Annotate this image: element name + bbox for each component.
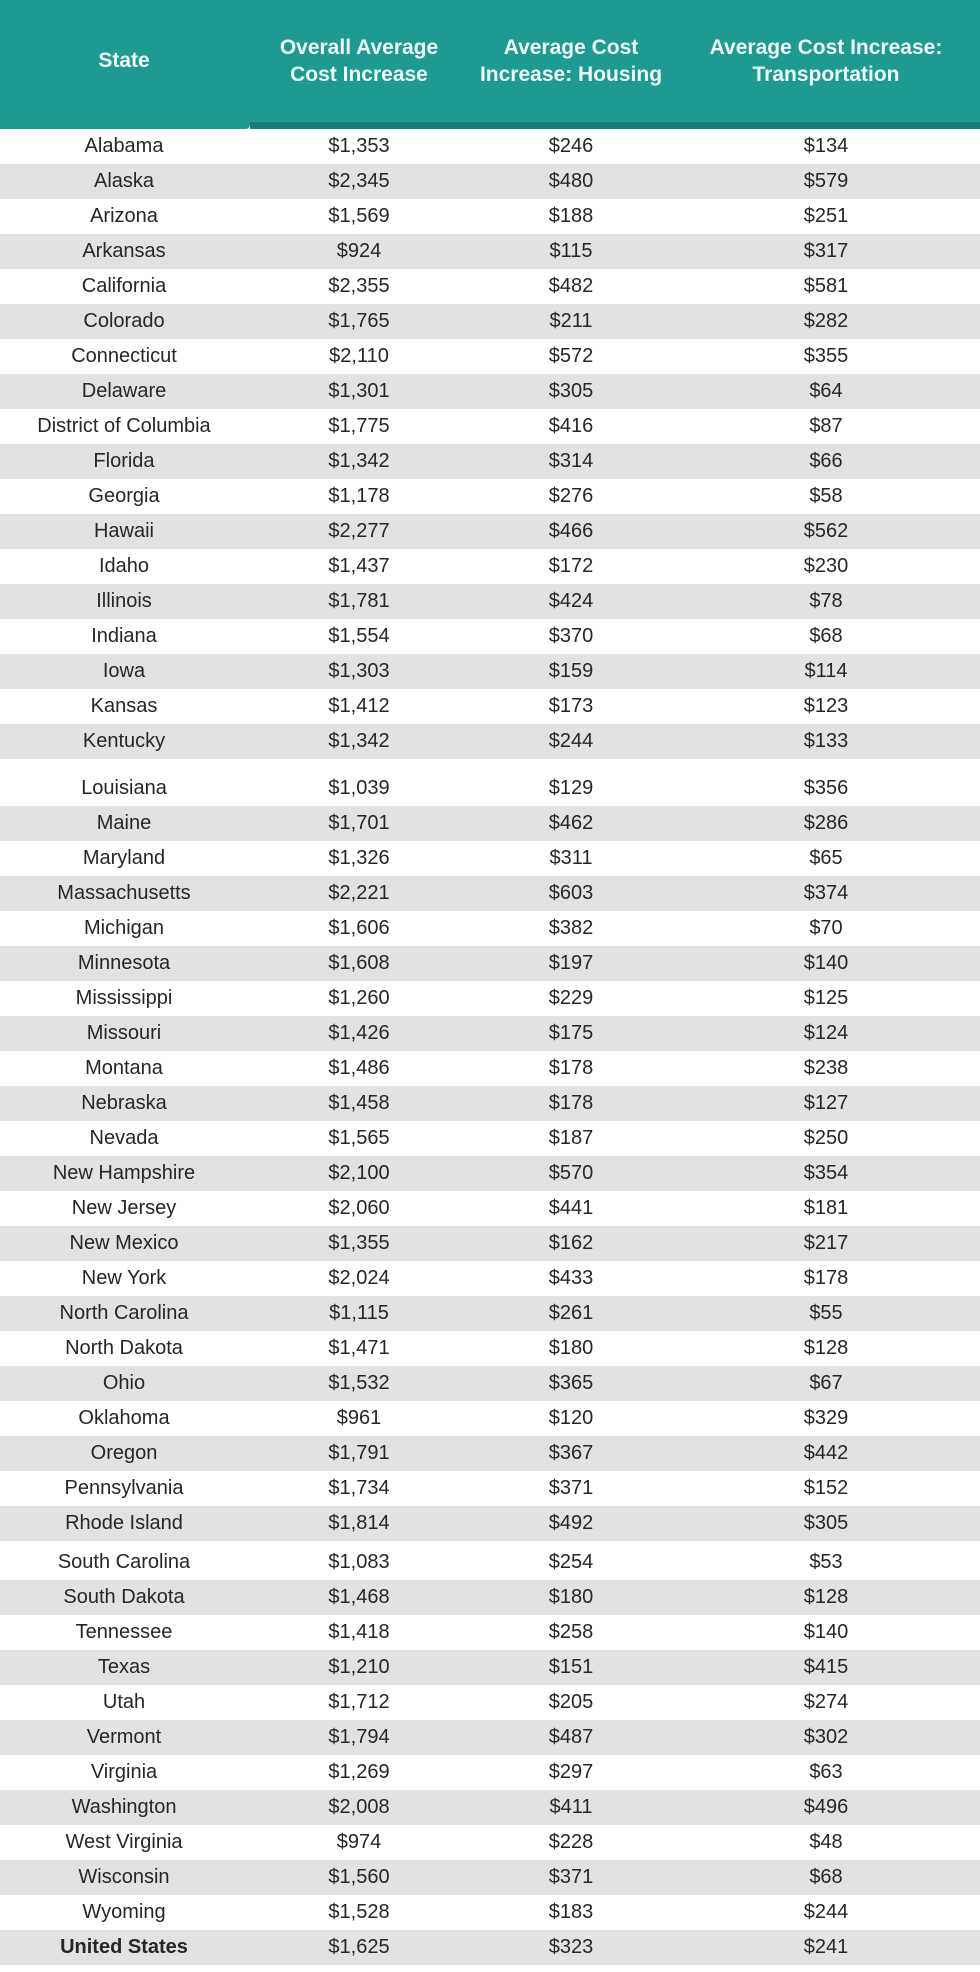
housing-cost-cell: $172 [548, 555, 594, 577]
transportation-cost-cell: $133 [803, 730, 849, 752]
housing-cost-cell: $311 [549, 847, 593, 869]
housing-cost-cell: $151 [548, 1656, 594, 1678]
table-row [0, 876, 980, 911]
housing-cost-cell: $441 [548, 1197, 594, 1219]
overall-cost-cell: $1,560 [328, 1866, 390, 1888]
housing-cost-cell: $314 [548, 450, 594, 472]
table-row [0, 479, 980, 514]
transportation-cost-cell: $140 [803, 1621, 849, 1643]
table-row [0, 1825, 980, 1860]
overall-cost-cell: $1,528 [328, 1901, 390, 1923]
transportation-cost-cell: $238 [803, 1057, 849, 1079]
housing-cost-cell: $162 [548, 1232, 594, 1254]
housing-cost-cell: $205 [548, 1691, 594, 1713]
table-row [0, 339, 980, 374]
housing-cost-cell: $178 [548, 1057, 594, 1079]
housing-cost-cell: $323 [548, 1936, 594, 1958]
state-cell: Oklahoma [78, 1407, 170, 1429]
table-row [0, 1685, 980, 1720]
transportation-cost-cell: $355 [803, 345, 849, 367]
table-row [0, 1471, 980, 1506]
transportation-cost-cell: $579 [803, 170, 849, 192]
overall-cost-cell: $1,554 [328, 625, 390, 647]
state-cell: North Carolina [59, 1302, 189, 1324]
state-cell: Arizona [90, 205, 158, 227]
housing-cost-cell: $371 [548, 1477, 594, 1499]
overall-cost-cell: $1,260 [328, 987, 390, 1009]
state-cell: Texas [97, 1656, 151, 1678]
overall-cost-cell: $2,024 [328, 1267, 390, 1289]
housing-cost-cell: $159 [548, 660, 594, 682]
transportation-cost-cell: $128 [803, 1586, 849, 1608]
state-cell: Nebraska [81, 1092, 167, 1114]
overall-cost-cell: $2,100 [328, 1162, 390, 1184]
housing-cost-cell: $371 [548, 1866, 594, 1888]
state-cell: Delaware [81, 380, 167, 402]
housing-cost-cell: $570 [548, 1162, 594, 1184]
overall-cost-cell: $1,781 [328, 590, 390, 612]
table-row [0, 444, 980, 479]
housing-cost-cell: $466 [548, 520, 594, 542]
housing-cost-cell: $183 [548, 1901, 594, 1923]
transportation-cost-cell: $317 [803, 240, 849, 262]
overall-cost-cell: $2,221 [328, 882, 390, 904]
column-header-housing-cost-increase: Average Cost Increase: Housing [479, 35, 663, 86]
overall-cost-cell: $1,765 [328, 310, 390, 332]
housing-cost-cell: $229 [548, 987, 594, 1009]
housing-cost-cell: $305 [548, 380, 594, 402]
housing-cost-cell: $180 [548, 1586, 594, 1608]
overall-cost-cell: $1,565 [328, 1127, 390, 1149]
table-row [0, 1930, 980, 1965]
housing-cost-cell: $115 [549, 240, 593, 262]
overall-cost-cell: $1,625 [328, 1936, 390, 1958]
state-cell: Virginia [90, 1761, 158, 1783]
housing-cost-cell: $228 [548, 1831, 594, 1853]
table-row [0, 549, 980, 584]
transportation-cost-cell: $64 [809, 380, 843, 402]
state-cell: Oregon [90, 1442, 158, 1464]
state-cell: Mississippi [75, 987, 173, 1009]
table-row [0, 1580, 980, 1615]
overall-cost-cell: $1,039 [328, 777, 390, 799]
transportation-cost-cell: $134 [803, 135, 849, 157]
transportation-cost-cell: $48 [809, 1831, 843, 1853]
housing-cost-cell: $492 [548, 1512, 594, 1534]
table-row [0, 1261, 980, 1296]
overall-cost-cell: $1,326 [328, 847, 390, 869]
state-cell: Kentucky [82, 730, 166, 752]
table-row [0, 1051, 980, 1086]
housing-cost-cell: $482 [548, 275, 594, 297]
overall-cost-cell: $2,060 [328, 1197, 390, 1219]
housing-cost-cell: $487 [548, 1726, 594, 1748]
transportation-cost-cell: $305 [803, 1512, 849, 1534]
transportation-cost-cell: $181 [803, 1197, 849, 1219]
transportation-cost-cell: $244 [803, 1901, 849, 1923]
table-row [0, 269, 980, 304]
table-row [0, 771, 980, 806]
housing-cost-cell: $480 [548, 170, 594, 192]
transportation-cost-cell: $274 [803, 1691, 849, 1713]
housing-cost-cell: $411 [549, 1796, 593, 1818]
column-header-state: State [98, 49, 150, 73]
table-row [0, 911, 980, 946]
housing-cost-cell: $603 [548, 882, 594, 904]
transportation-cost-cell: $68 [809, 1866, 843, 1888]
table-row [0, 1720, 980, 1755]
state-cell: West Virginia [65, 1831, 183, 1853]
state-cell: Utah [102, 1691, 146, 1713]
housing-cost-cell: $180 [548, 1337, 594, 1359]
state-cell: Wisconsin [78, 1866, 170, 1888]
transportation-cost-cell: $63 [809, 1761, 843, 1783]
transportation-cost-cell: $66 [809, 450, 843, 472]
state-cell: Ohio [102, 1372, 146, 1394]
table-header-row [0, 0, 980, 122]
transportation-cost-cell: $67 [809, 1372, 843, 1394]
transportation-cost-cell: $286 [803, 812, 849, 834]
housing-cost-cell: $173 [548, 695, 594, 717]
overall-cost-cell: $2,355 [328, 275, 390, 297]
state-cell: New York [81, 1267, 167, 1289]
state-cell: Hawaii [93, 520, 155, 542]
state-cell: Washington [71, 1796, 177, 1818]
state-cell: New Hampshire [52, 1162, 196, 1184]
transportation-cost-cell: $78 [809, 590, 843, 612]
housing-cost-cell: $276 [548, 485, 594, 507]
table-row [0, 199, 980, 234]
housing-cost-cell: $178 [548, 1092, 594, 1114]
transportation-cost-cell: $65 [809, 847, 843, 869]
overall-cost-cell: $1,115 [329, 1302, 389, 1324]
overall-cost-cell: $1,303 [328, 660, 390, 682]
state-cell: Rhode Island [65, 1512, 183, 1534]
state-cell: North Dakota [65, 1337, 183, 1359]
table-row [0, 1191, 980, 1226]
overall-cost-cell: $2,110 [329, 345, 389, 367]
transportation-cost-cell: $140 [803, 952, 849, 974]
state-cell: Wyoming [82, 1901, 166, 1923]
overall-cost-cell: $1,701 [328, 812, 390, 834]
table-row [0, 234, 980, 269]
table-row [0, 1156, 980, 1191]
table-row [0, 514, 980, 549]
housing-cost-cell: $197 [548, 952, 594, 974]
overall-cost-cell: $1,353 [328, 135, 390, 157]
table-row [0, 1401, 980, 1436]
transportation-cost-cell: $123 [803, 695, 849, 717]
housing-cost-cell: $297 [548, 1761, 594, 1783]
transportation-cost-cell: $302 [803, 1726, 849, 1748]
table-row [0, 981, 980, 1016]
overall-cost-cell: $1,712 [328, 1691, 390, 1713]
overall-cost-cell: $961 [336, 1407, 382, 1429]
overall-cost-cell: $1,426 [328, 1022, 390, 1044]
overall-cost-cell: $1,178 [328, 485, 390, 507]
table-row [0, 1545, 980, 1580]
table-row [0, 409, 980, 444]
overall-cost-cell: $1,734 [328, 1477, 390, 1499]
state-cell: South Carolina [57, 1551, 191, 1573]
overall-cost-cell: $2,277 [328, 520, 390, 542]
housing-cost-cell: $246 [548, 135, 594, 157]
housing-cost-cell: $258 [548, 1621, 594, 1643]
transportation-cost-cell: $442 [803, 1442, 849, 1464]
housing-cost-cell: $120 [548, 1407, 594, 1429]
table-row [0, 1506, 980, 1541]
state-cell: United States [60, 1936, 188, 1958]
overall-cost-cell: $1,418 [328, 1621, 390, 1643]
transportation-cost-cell: $251 [803, 205, 849, 227]
overall-cost-cell: $1,794 [328, 1726, 390, 1748]
transportation-cost-cell: $217 [803, 1232, 849, 1254]
transportation-cost-cell: $114 [804, 660, 848, 682]
state-cell: Connecticut [71, 345, 177, 367]
column-header-overall-cost-increase: Overall Average Cost Increase [279, 35, 439, 86]
table-row [0, 946, 980, 981]
column-header-transportation-cost-increase: Average Cost Increase: Transportation [709, 35, 943, 86]
overall-cost-cell: $2,345 [328, 170, 390, 192]
transportation-cost-cell: $128 [803, 1337, 849, 1359]
state-cell: Montana [85, 1057, 163, 1079]
state-cell: Indiana [91, 625, 157, 647]
state-cell: Colorado [83, 310, 165, 332]
transportation-cost-cell: $562 [803, 520, 849, 542]
housing-cost-cell: $433 [548, 1267, 594, 1289]
table-row [0, 806, 980, 841]
transportation-cost-cell: $127 [803, 1092, 849, 1114]
transportation-cost-cell: $178 [803, 1267, 849, 1289]
housing-cost-cell: $244 [548, 730, 594, 752]
table-row [0, 1860, 980, 1895]
state-cell: Alaska [93, 170, 155, 192]
state-cell: Kansas [90, 695, 158, 717]
transportation-cost-cell: $241 [803, 1936, 849, 1958]
state-cell: Massachusetts [57, 882, 191, 904]
housing-cost-cell: $187 [548, 1127, 594, 1149]
transportation-cost-cell: $55 [809, 1302, 843, 1324]
overall-cost-cell: $1,606 [328, 917, 390, 939]
state-cell: Alabama [84, 135, 164, 157]
state-cell: District of Columbia [37, 415, 211, 437]
housing-cost-cell: $211 [549, 310, 593, 332]
table-row [0, 1226, 980, 1261]
overall-cost-cell: $2,008 [328, 1796, 390, 1818]
housing-cost-cell: $367 [548, 1442, 594, 1464]
transportation-cost-cell: $87 [809, 415, 843, 437]
header-underline-left-tab [0, 122, 250, 129]
state-cell: Iowa [102, 660, 146, 682]
state-cell: New Mexico [69, 1232, 179, 1254]
table-row [0, 724, 980, 759]
table-row [0, 1790, 980, 1825]
overall-cost-cell: $1,608 [328, 952, 390, 974]
table-row [0, 1366, 980, 1401]
overall-cost-cell: $1,471 [328, 1337, 390, 1359]
overall-cost-cell: $1,355 [328, 1232, 390, 1254]
state-cell: California [81, 275, 167, 297]
state-cell: Illinois [96, 590, 152, 612]
overall-cost-cell: $1,532 [328, 1372, 390, 1394]
transportation-cost-cell: $58 [809, 485, 843, 507]
table-row [0, 689, 980, 724]
transportation-cost-cell: $250 [803, 1127, 849, 1149]
table-row [0, 1436, 980, 1471]
transportation-cost-cell: $374 [803, 882, 849, 904]
overall-cost-cell: $1,814 [328, 1512, 390, 1534]
table-row [0, 1895, 980, 1930]
transportation-cost-cell: $415 [803, 1656, 849, 1678]
housing-cost-cell: $370 [548, 625, 594, 647]
state-cell: Pennsylvania [64, 1477, 184, 1499]
table-row [0, 584, 980, 619]
overall-cost-cell: $1,342 [328, 450, 390, 472]
overall-cost-cell: $1,468 [328, 1586, 390, 1608]
state-cell: Louisiana [81, 777, 167, 799]
table-row [0, 619, 980, 654]
transportation-cost-cell: $152 [803, 1477, 849, 1499]
state-cell: Arkansas [82, 240, 166, 262]
housing-cost-cell: $175 [548, 1022, 594, 1044]
table-row [0, 129, 980, 164]
overall-cost-cell: $1,791 [328, 1442, 390, 1464]
housing-cost-cell: $365 [548, 1372, 594, 1394]
state-cell: Nevada [89, 1127, 159, 1149]
table-row [0, 1121, 980, 1156]
table-row [0, 841, 980, 876]
table-row [0, 1615, 980, 1650]
housing-cost-cell: $188 [548, 205, 594, 227]
overall-cost-cell: $1,210 [328, 1656, 390, 1678]
transportation-cost-cell: $70 [809, 917, 843, 939]
transportation-cost-cell: $496 [803, 1796, 849, 1818]
table-row [0, 304, 980, 339]
table-row [0, 1650, 980, 1685]
state-cell: Michigan [83, 917, 165, 939]
overall-cost-cell: $1,775 [328, 415, 390, 437]
table-row [0, 374, 980, 409]
overall-cost-cell: $1,269 [328, 1761, 390, 1783]
housing-cost-cell: $129 [548, 777, 594, 799]
header-underline-rule [250, 122, 980, 129]
overall-cost-cell: $924 [336, 240, 382, 262]
overall-cost-cell: $1,486 [328, 1057, 390, 1079]
transportation-cost-cell: $124 [803, 1022, 849, 1044]
transportation-cost-cell: $230 [803, 555, 849, 577]
state-cell: Florida [93, 450, 155, 472]
table-row [0, 1755, 980, 1790]
overall-cost-cell: $1,569 [328, 205, 390, 227]
overall-cost-cell: $1,412 [328, 695, 390, 717]
overall-cost-cell: $974 [336, 1831, 382, 1853]
state-cell: Idaho [98, 555, 150, 577]
overall-cost-cell: $1,301 [328, 380, 390, 402]
state-cell: Missouri [86, 1022, 162, 1044]
transportation-cost-cell: $329 [803, 1407, 849, 1429]
state-cell: Vermont [86, 1726, 162, 1748]
state-cell: South Dakota [63, 1586, 185, 1608]
transportation-cost-cell: $581 [803, 275, 849, 297]
state-cell: Tennessee [75, 1621, 173, 1643]
table-row [0, 1296, 980, 1331]
housing-cost-cell: $462 [548, 812, 594, 834]
table-row [0, 1016, 980, 1051]
overall-cost-cell: $1,437 [328, 555, 390, 577]
state-cell: Georgia [88, 485, 160, 507]
transportation-cost-cell: $125 [803, 987, 849, 1009]
transportation-cost-cell: $53 [809, 1551, 843, 1573]
housing-cost-cell: $254 [548, 1551, 594, 1573]
overall-cost-cell: $1,342 [328, 730, 390, 752]
table-body [0, 129, 980, 1965]
state-cell: Maine [96, 812, 152, 834]
state-cell: Maryland [82, 847, 166, 869]
housing-cost-cell: $261 [548, 1302, 594, 1324]
state-cell: Minnesota [77, 952, 171, 974]
overall-cost-cell: $1,458 [328, 1092, 390, 1114]
transportation-cost-cell: $68 [809, 625, 843, 647]
housing-cost-cell: $572 [548, 345, 594, 367]
table-row [0, 654, 980, 689]
transportation-cost-cell: $354 [803, 1162, 849, 1184]
housing-cost-cell: $382 [548, 917, 594, 939]
header-underline [0, 122, 980, 129]
transportation-cost-cell: $356 [803, 777, 849, 799]
row-seam-gap [0, 759, 980, 771]
transportation-cost-cell: $282 [803, 310, 849, 332]
housing-cost-cell: $424 [548, 590, 594, 612]
housing-cost-cell: $416 [548, 415, 594, 437]
state-cell: New Jersey [71, 1197, 177, 1219]
table-row [0, 1331, 980, 1366]
table-row [0, 1086, 980, 1121]
table-row [0, 164, 980, 199]
overall-cost-cell: $1,083 [328, 1551, 390, 1573]
